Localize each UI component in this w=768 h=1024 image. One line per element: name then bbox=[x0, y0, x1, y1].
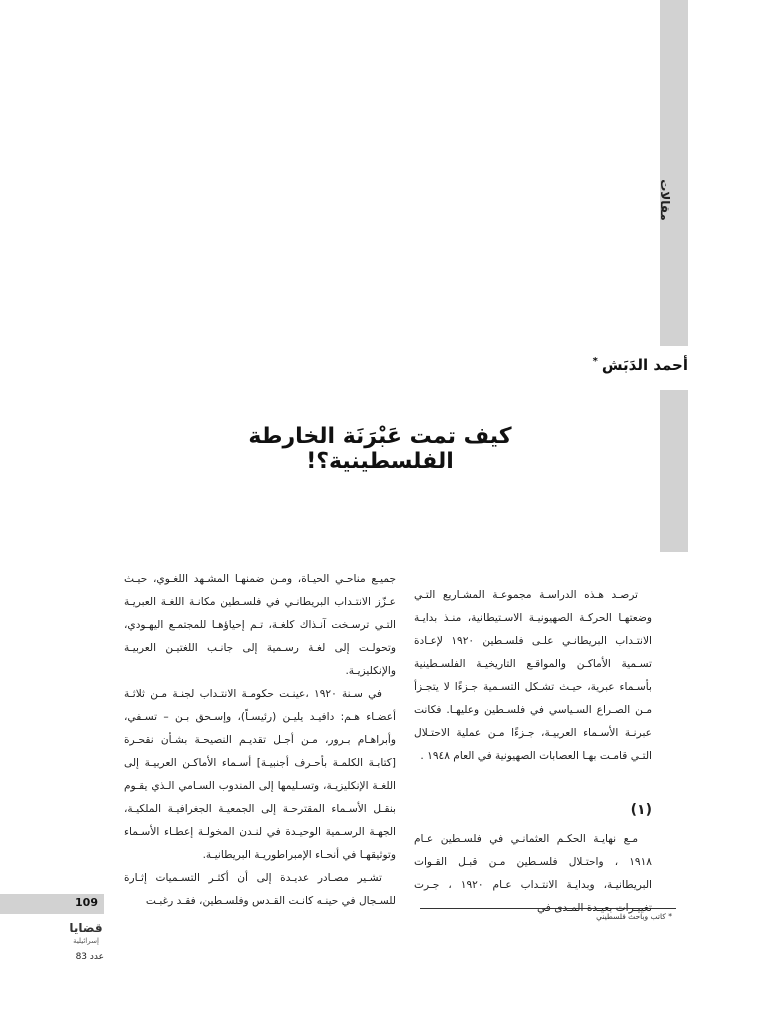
section-number: (١) bbox=[630, 802, 652, 818]
left-column bbox=[124, 568, 396, 913]
author-name: أحمد الدَبَش bbox=[601, 356, 688, 374]
footnote-text: كاتب وباحث فلسطيني bbox=[596, 912, 666, 921]
footnote bbox=[596, 912, 672, 921]
section-sidebar-bar-lower bbox=[660, 390, 688, 552]
magazine-name: قضايا bbox=[69, 921, 103, 935]
issue-number: عدد 83 bbox=[75, 952, 104, 962]
section-label: مقالات bbox=[658, 179, 672, 221]
section-paragraph: مـع نهايـة الحكـم العثمانـي في فلسـطين عـام ١٩١٨ ، واحتـلال فلسـطين مـن قبـل القـوات البريطانيـة، وبدايـة الانتـداب عـام ١٩٢٠ ، جـرت تغييـرات بعيـدة المـدى في bbox=[414, 833, 653, 914]
right-column bbox=[414, 584, 652, 920]
author-byline bbox=[593, 356, 688, 374]
intro-paragraph: ترصـد هـذه الدراسـة مجموعـة المشـاريع التـي وضعتهـا الحركـة الصهيونيـة الاسـتيطانية، منـذ بدايـة الانتـداب البريطانـي علـى فلسـطين ١٩٢٠ لإعـادة تسـمية الأماكـن والمواقـع التاريخيـة الفلسـطينية بأسـماء عبرية، حيـث تشـكل التسـمية جـزءًا لا يتجـزأ مـن الصـراع السـياسي في فلسـطين وعليهـا. فكانت عبرنـة الأسـماء العربيـة، جـزءًا مـن عملية الاحتـلال التـي قامـت بهـا العصابات الصهيونية في العام ١٩٤٨ . bbox=[414, 589, 652, 762]
body-paragraph-1: جميـع مناحـي الحيـاة، ومـن ضمنهـا المشـهد اللغـوي، حيـث عـزّز الانتـداب البريطانـي في فلسـطين مكانـة اللغـة العبريـة التـي ترسـخت آنـذاك كلغـة، تـم إحياؤهـا للمجتمـع اليهـودي، وتحولـت إلى لغـة رسـمية إلى جانـب اللغتيـن العربيـة والإنكليزيـة. bbox=[124, 573, 396, 677]
body-paragraph-2: في سـنة ١٩٢٠ ،عينـت حكومـة الانتـداب لجنـة مـن ثلاثـة أعضـاء هـم: دافيـد يليـن (رئيسـاً)، وإسـحق بـن – تسـفي، وأبراهـام بـرور، مـن أجـل تقديـم النصيحـة بشـأن نقحـرة [كتابـة الكلمـة بأحـرف أجنبيـة] أسـماء الأماكـن العربيـة إلى اللغـة الإنكليزيـة، وتسـليمها إلى المندوب السـامي الـذي يقـوم بنقـل الأسـماء المقترحـة إلى الجمعيـة الجغرافيـة الملكيـة، الجهـة الرسـمية الوحيـدة في لنـدن المخولـة إعطـاء الأسـماء وتوثيقهـا في أنحـاء الإمبراطوريـة البريطانيـة. bbox=[124, 688, 396, 861]
footnote-mark: * bbox=[668, 912, 672, 921]
article-title: كيف تمت عَبْرَنَة الخارطة الفلسطينية؟! bbox=[248, 424, 512, 474]
author-footnote-mark: * bbox=[592, 356, 598, 367]
magazine-subtitle: إسرائيلية bbox=[73, 937, 99, 945]
page-number: 109 bbox=[75, 896, 98, 909]
footnote-rule bbox=[420, 908, 676, 909]
magazine-logo bbox=[66, 922, 106, 948]
body-paragraph-3: تشـير مصـادر عديـدة إلى أن أكثـر التسـميات إثـارة للسـجال في حينـه كانـت القـدس وفلسـطين، فقـد رغبـت bbox=[124, 872, 396, 907]
